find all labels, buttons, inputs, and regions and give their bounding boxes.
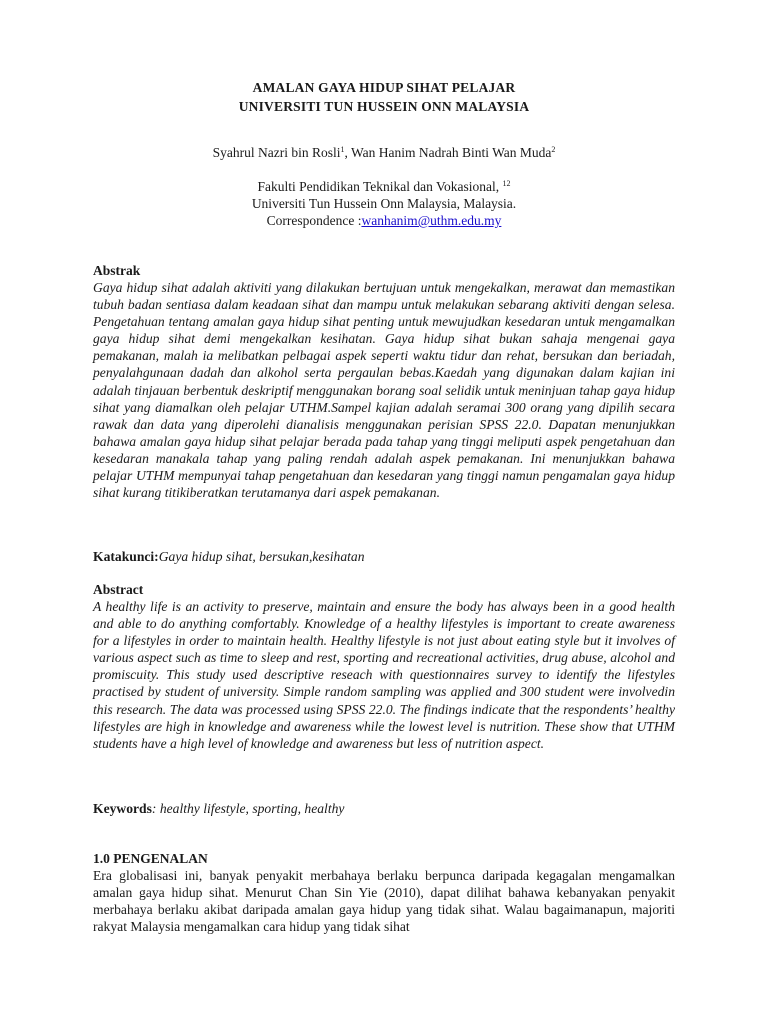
katakunci-value: Gaya hidup sihat, bersukan,kesihatan <box>158 549 365 564</box>
title-line-1: AMALAN GAYA HIDUP SIHAT PELAJAR <box>252 80 516 95</box>
correspondence-label: Correspondence : <box>266 213 362 228</box>
abstrak-section <box>93 262 675 501</box>
author-2: Wan Hanim Nadrah Binti Wan Muda <box>350 145 552 160</box>
affiliation <box>0 175 768 229</box>
faculty-affil-mark: 12 <box>502 179 511 188</box>
author-separator: , <box>344 145 351 160</box>
author-list <box>0 145 768 161</box>
author-1-affil-mark: 1 <box>340 145 345 154</box>
title-line-2: UNIVERSITI TUN HUSSEIN ONN MALAYSIA <box>238 99 530 114</box>
katakunci-line <box>93 548 675 565</box>
introduction-text: Era globalisasi ini, banyak penyakit merbahaya berlaku berpunca daripada kegagalan mengamalkan amalan gaya hidup sihat. Menurut Chan Sin Yie (2010), dapat dilihat bahawa kebanyakan penyakit merbahaya berlaku akibat daripada amalan gaya hidup yang tidak sihat. Walau bagaimanapun, majoriti rakyat Malaysia mengamalkan cara hidup yang tidak sihat <box>93 868 675 935</box>
keywords-label: Keywords <box>93 801 152 816</box>
abstrak-heading: Abstrak <box>93 263 141 278</box>
abstract-section <box>93 581 675 752</box>
author-1: Syahrul Nazri bin Rosli <box>212 145 341 160</box>
keywords-line <box>93 800 675 817</box>
author-2-affil-mark: 2 <box>551 145 556 154</box>
katakunci-label: Katakunci: <box>93 549 159 564</box>
abstract-text: A healthy life is an activity to preserve, maintain and ensure the body has always been in a good health and able to do anything comfortably. Knowledge of a healthy lifestyles is important to create awareness for a lifestyles in order to maintain health. Healthy lifestyle is not just about eating style but it involves of various aspect such as time to sleep and rest, sporting and recreational activities, drug abuse, alcohol and promiscuity. This study used descriptive reseach with questionnaires survey to identify the lifestyles practised by student of university. Simple random sampling was applied and 300 student were involvedin this research. The data was processed using SPSS 22.0. The findings indicate that the respondents’ healthy lifestyles are high in knowledge and awareness while the lowest level is nutrition. These show that UTHM students have a high level of knowledge and awareness but less of nutrition aspect. <box>93 599 675 751</box>
abstract-heading: Abstract <box>93 582 144 597</box>
paper-title <box>0 78 768 116</box>
abstrak-text: Gaya hidup sihat adalah aktiviti yang dilakukan bertujuan untuk mengekalkan, merawat dan memastikan tubuh badan sentiasa dalam keadaan sihat dan mampu untuk melakukan sebarang aktiviti dengan selesa. Pengetahuan tentang amalan gaya hidup sihat penting untuk mewujudkan kesedaran untuk mengamalkan gaya hidup sihat demi mengekalkan kesihatan. Gaya hidup sihat bukan sahaja mengenai gaya pemakanan, malah ia melibatkan pelbagai aspek seperti waktu tidur dan rehat, bersukan dan beriadah, penyalahgunaan dadah dan alkohol serta pergaulan bebas.Kaedah yang digunakan dalam kajian ini adalah tinjauan berbentuk deskriptif menggunakan borang soal selidik untuk meninjuan tahap gaya hidup sihat yang diamalkan oleh pelajar UTHM.Sampel kajian adalah seramai 300 orang yang dipilih secara rawak dan data yang diperolehi dianalisis menggunakan perisian SPSS 22.0. Dapatan menunjukkan bahawa amalan gaya hidup sihat pelajar berada pada tahap yang tinggi meliputi aspek pengetahuan dan kesedaran manakala tahap yang paling rendah adalah aspek pemakanan. Ini menunjukkan bahawa pelajar UTHM mempunyai tahap pengetahuan dan kesedaran yang tinggi namun pengamalan gaya hidup sihat kurang titikiberatkan terutamanya dari aspek pemakanan. <box>93 280 675 501</box>
introduction-heading: 1.0 PENGENALAN <box>93 851 208 866</box>
faculty-name: Fakulti Pendidikan Teknikal dan Vokasional, <box>257 179 503 194</box>
university-name: Universiti Tun Hussein Onn Malaysia, Malaysia. <box>251 196 517 211</box>
keywords-value: : healthy lifestyle, sporting, healthy <box>151 801 345 816</box>
introduction-section <box>93 850 675 935</box>
correspondence-email-link[interactable]: wanhanim@uthm.edu.my <box>361 213 502 228</box>
